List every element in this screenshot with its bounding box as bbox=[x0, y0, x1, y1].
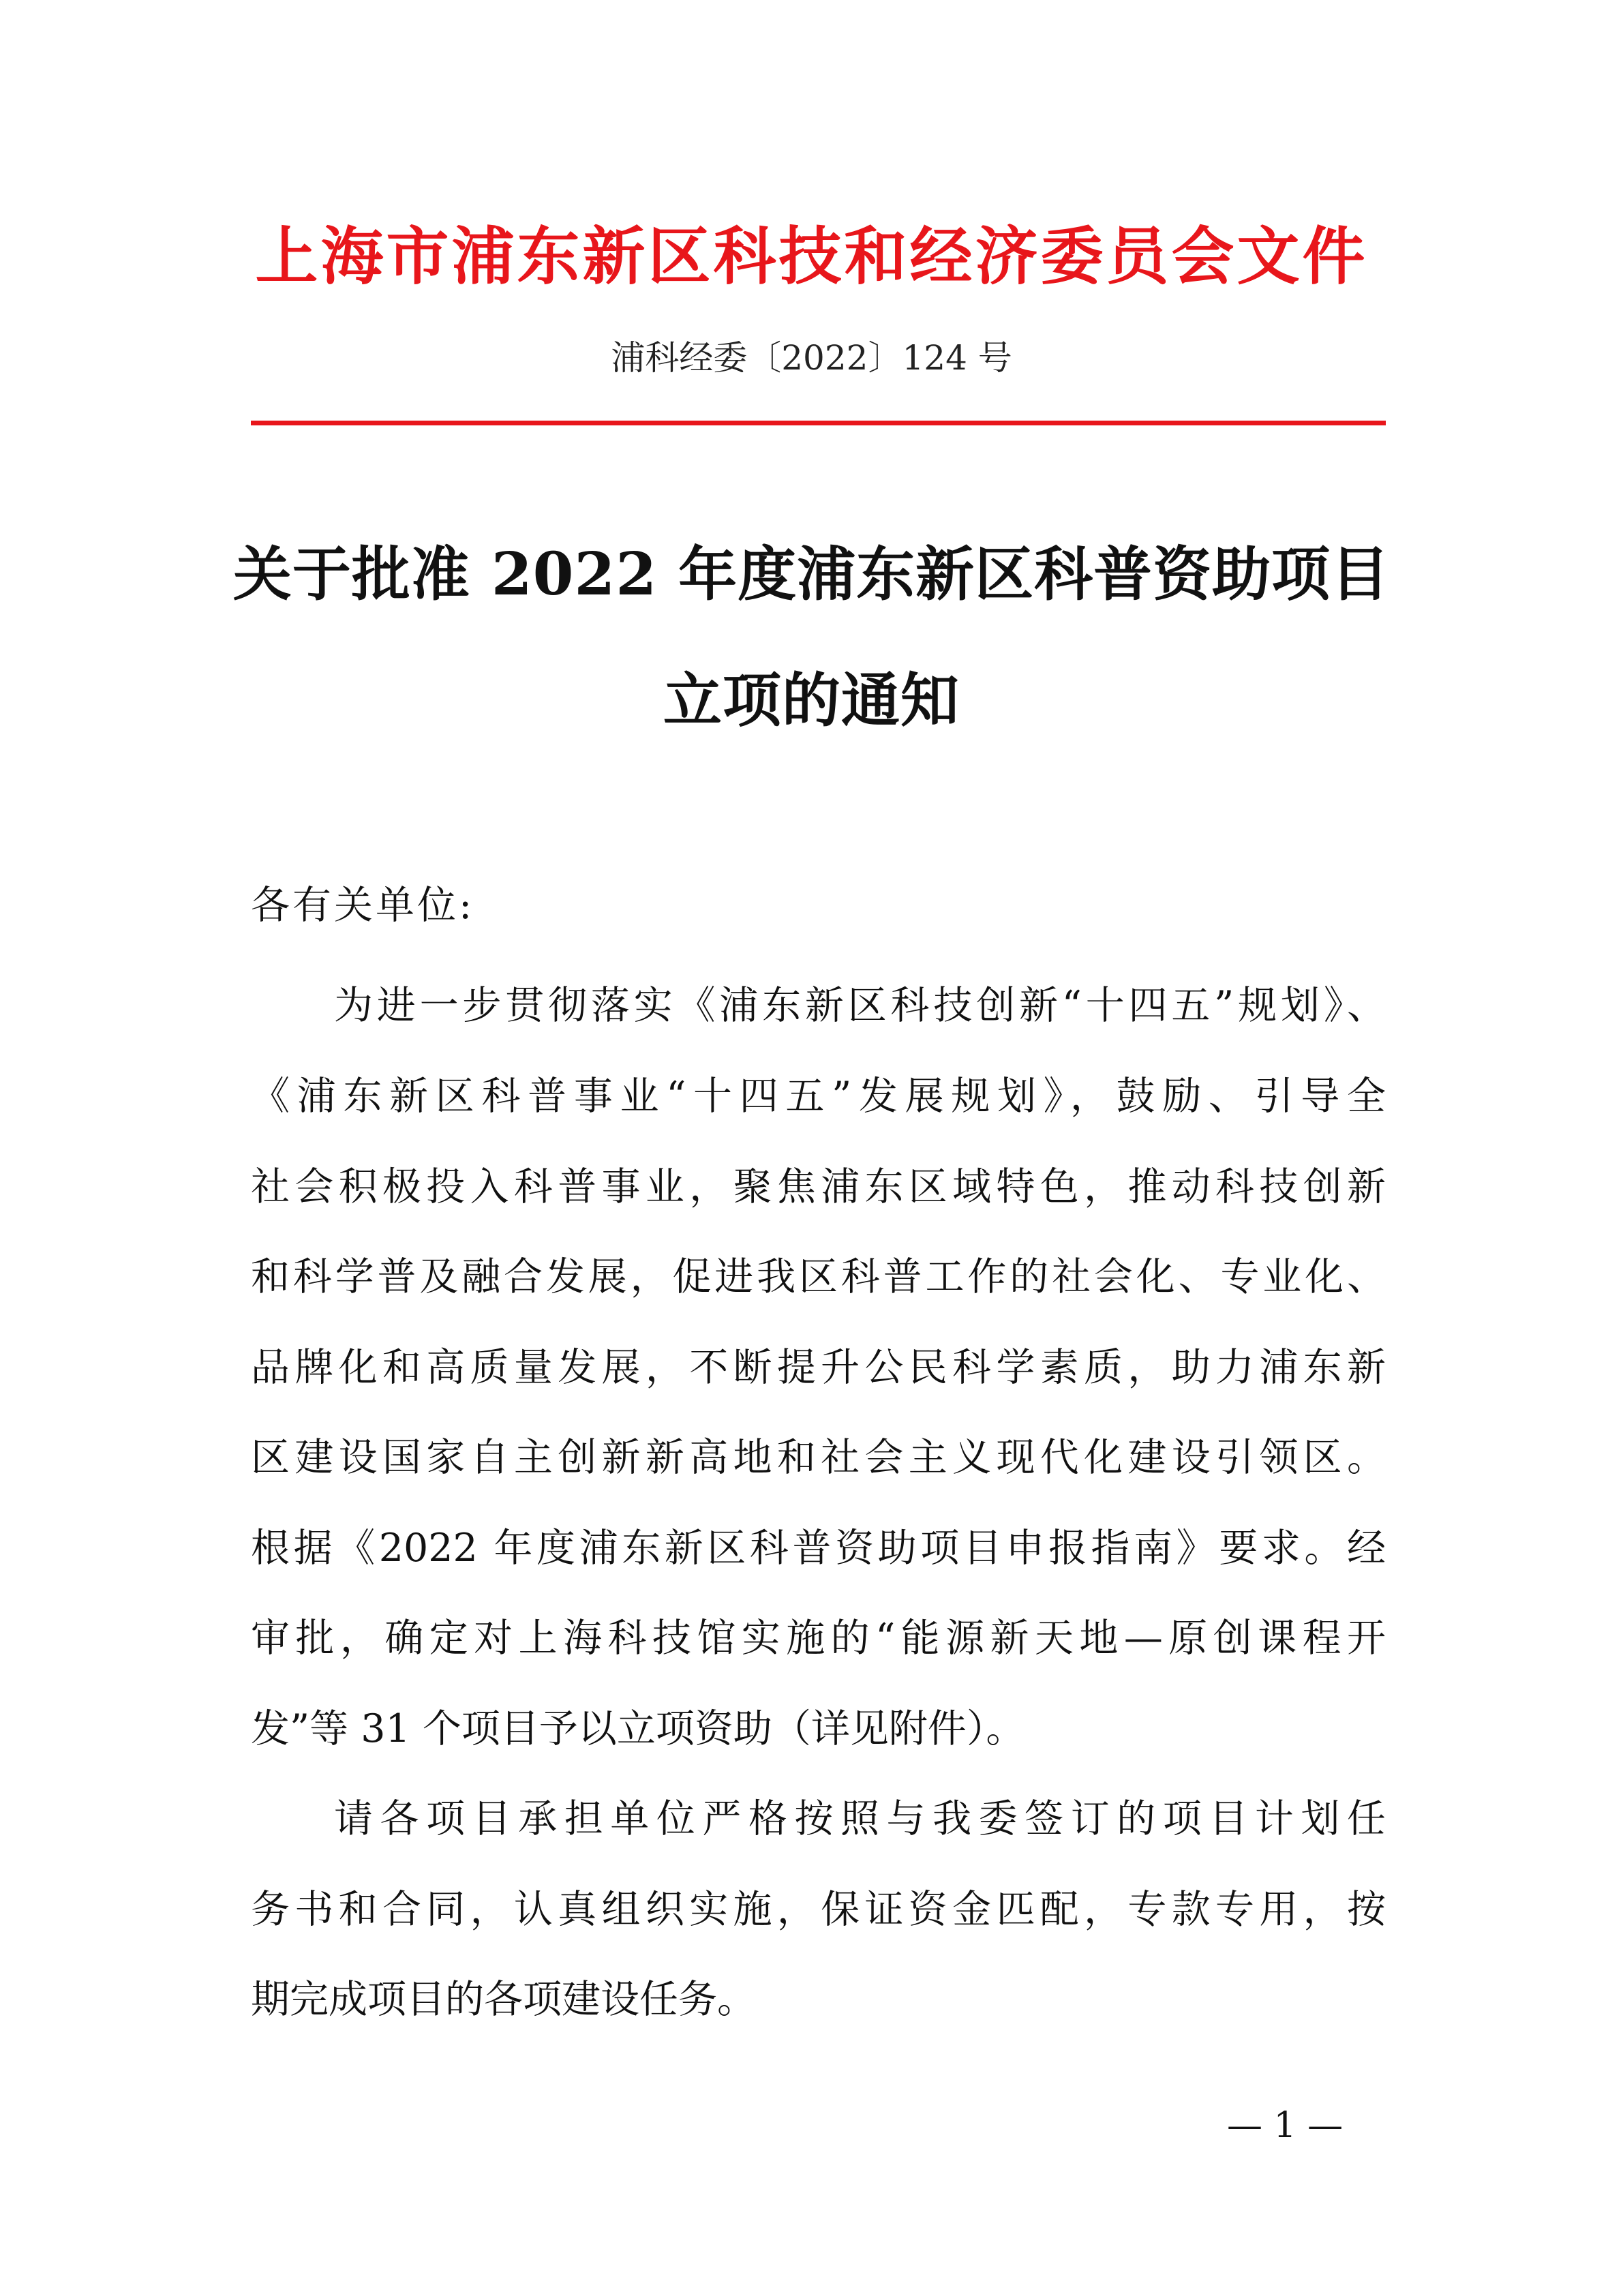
issuer-title: 上海市浦东新区科技和经济委员会文件 bbox=[255, 220, 1368, 293]
body-line: 务书和合同，认真组织实施，保证资金匹配，专款专用，按 bbox=[251, 1887, 1386, 1932]
body-line: 区建设国家自主创新新高地和社会主义现代化建设引领区。 bbox=[251, 1435, 1386, 1480]
body-line: 请各项目承担单位严格按照与我委签订的项目计划任 bbox=[334, 1796, 1386, 1841]
body-line: 根据《2022 年度浦东新区科普资助项目申报指南》要求。经 bbox=[251, 1526, 1386, 1571]
notice-title-line-1: 关于批准 2022 年度浦东新区科普资助项目 bbox=[232, 540, 1391, 609]
red-divider bbox=[251, 421, 1386, 425]
body-line: 审批，确定对上海科技馆实施的“能源新天地—原创课程开 bbox=[251, 1616, 1386, 1661]
body-line: 品牌化和高质量发展，不断提升公民科学素质，助力浦东新 bbox=[251, 1345, 1386, 1390]
body-line: 发”等 31 个项目予以立项资助（详见附件）。 bbox=[251, 1706, 1025, 1751]
page-number: — 1 — bbox=[1227, 2105, 1344, 2146]
body-line: 社会积极投入科普事业，聚焦浦东区域特色，推动科技创新 bbox=[251, 1164, 1386, 1209]
salutation: 各有关单位: bbox=[251, 883, 475, 928]
body-line: 期完成项目的各项建设任务。 bbox=[251, 1977, 756, 2022]
body-line: 《浦东新区科普事业“十四五”发展规划》，鼓励、引导全 bbox=[251, 1074, 1386, 1119]
document-number: 浦科经委〔2022〕124 号 bbox=[611, 338, 1012, 378]
body-line: 为进一步贯彻落实《浦东新区科技创新“十四五”规划》、 bbox=[334, 983, 1386, 1028]
body-line: 和科学普及融合发展，促进我区科普工作的社会化、专业化、 bbox=[251, 1254, 1386, 1299]
notice-title-line-2: 立项的通知 bbox=[663, 666, 960, 735]
